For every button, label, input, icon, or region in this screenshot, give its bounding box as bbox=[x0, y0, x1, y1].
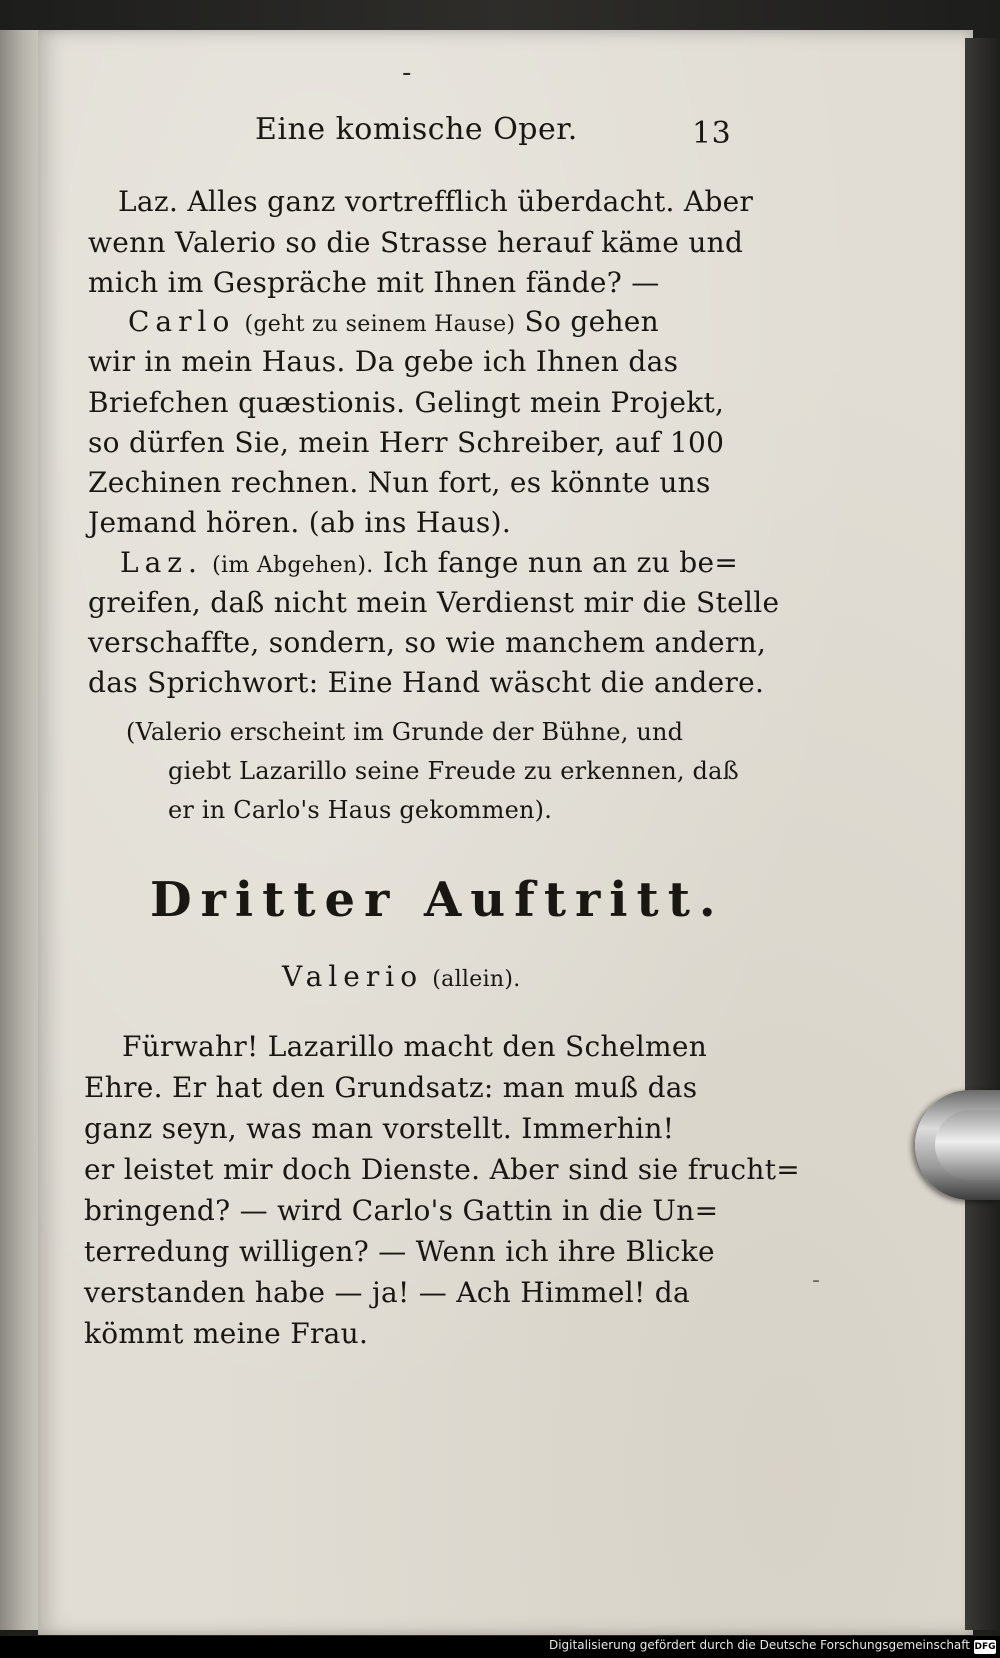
text-fragment: So gehen bbox=[524, 305, 660, 338]
speaker-carlo: Carlo bbox=[128, 305, 236, 338]
text-fragment: Ich fange nun an zu be= bbox=[382, 546, 739, 579]
speaker-laz: Laz. bbox=[120, 546, 203, 579]
stage-direction-inline: (im Abgehen). bbox=[212, 553, 374, 578]
text-line: terredung willigen? — Wenn ich ihre Blicke bbox=[84, 1235, 715, 1268]
text-line: so dürfen Sie, mein Herr Schreiber, auf 100 bbox=[88, 426, 725, 459]
text-line: Fürwahr! Lazarillo macht den Schelmen bbox=[122, 1030, 708, 1063]
page-right-shadow bbox=[965, 38, 1000, 1630]
text-line: er leistet mir doch Dienste. Aber sind sie frucht= bbox=[84, 1153, 801, 1186]
text-line: Zechinen rechnen. Nun fort, es könnte uns bbox=[88, 466, 711, 499]
page-number: 13 bbox=[692, 116, 732, 151]
text-line: ganz seyn, was man vorstellt. Immerhin! bbox=[84, 1112, 675, 1145]
speaker-valerio: Valerio bbox=[282, 960, 424, 993]
text-line: verstanden habe — ja! — Ach Himmel! da bbox=[84, 1276, 691, 1309]
footer-credit: Digitalisierung gefördert durch die Deutsche Forschungsgemeinschaft bbox=[548, 1638, 970, 1652]
stage-direction-inline: (allein). bbox=[432, 967, 521, 992]
laz-line bbox=[120, 546, 738, 579]
text-line: greifen, daß nicht mein Verdienst mir die Stelle bbox=[88, 586, 780, 619]
scene-title: Dritter Auftritt. bbox=[150, 872, 725, 928]
stage-direction-line: giebt Lazarillo seine Freude zu erkennen, daß bbox=[168, 757, 739, 785]
text-line: Jemand hören. (ab ins Haus). bbox=[88, 506, 512, 539]
carlo-line bbox=[128, 305, 659, 338]
stage-direction-line: er in Carlo's Haus gekommen). bbox=[168, 796, 553, 824]
speaker-heading bbox=[282, 960, 521, 993]
margin-mark: - bbox=[812, 1268, 820, 1293]
text-line: Ehre. Er hat den Grundsatz: man muß das bbox=[84, 1071, 698, 1104]
running-header: Eine komische Oper. bbox=[255, 112, 578, 147]
top-mark: - bbox=[402, 58, 412, 88]
dfg-logo: DFG bbox=[974, 1642, 996, 1652]
text-line: bringend? — wird Carlo's Gattin in die Un= bbox=[84, 1194, 719, 1227]
text-line: mich im Gespräche mit Ihnen fände? — bbox=[88, 266, 660, 299]
stage-direction-line: (Valerio erscheint im Grunde der Bühne, und bbox=[126, 718, 684, 746]
text-line: wir in mein Haus. Da gebe ich Ihnen das bbox=[88, 345, 679, 378]
text-line: kömmt meine Frau. bbox=[84, 1317, 369, 1350]
text-line: Briefchen quæstionis. Gelingt mein Projekt, bbox=[88, 386, 725, 419]
text-line: verschaffte, sondern, so wie manchem andern, bbox=[88, 626, 767, 659]
text-line: das Sprichwort: Eine Hand wäscht die andere. bbox=[88, 666, 765, 699]
text-line: Laz. Alles ganz vortrefflich überdacht. Aber bbox=[118, 185, 754, 218]
text-line: wenn Valerio so die Strasse herauf käme und bbox=[88, 226, 744, 259]
stage-direction-inline: (geht zu seinem Hause) bbox=[244, 312, 516, 337]
book-clip-highlight bbox=[935, 1110, 1000, 1180]
